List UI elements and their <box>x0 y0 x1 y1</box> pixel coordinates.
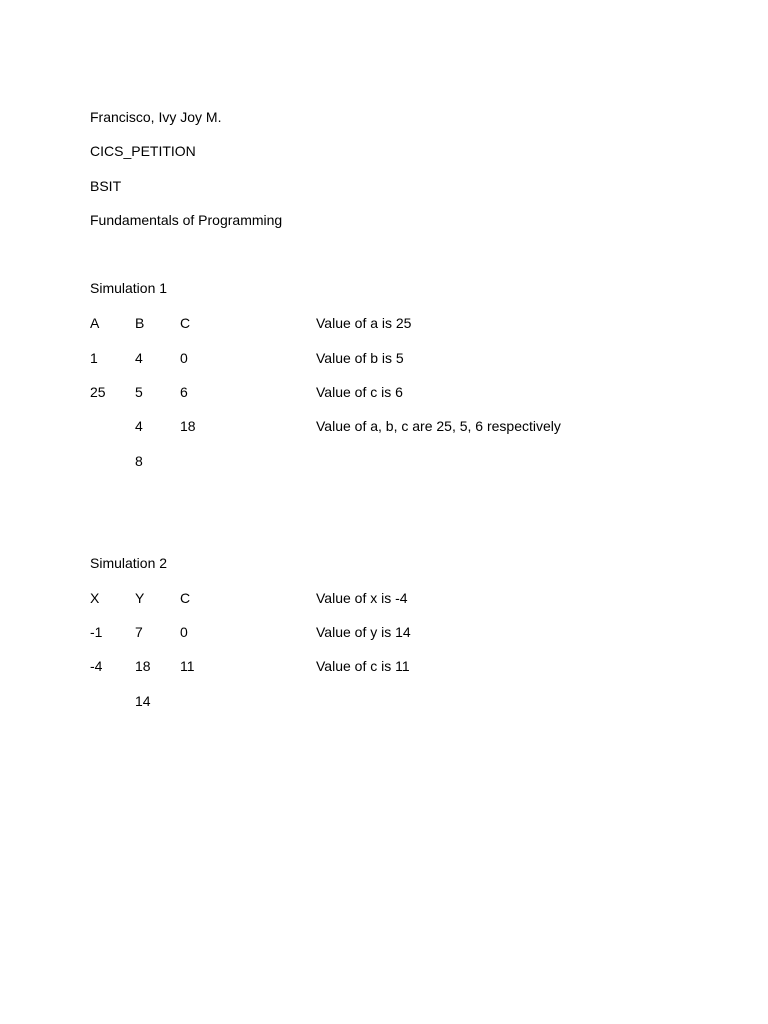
sim1-cell: 4 <box>135 418 143 434</box>
sim1-result: Value of a is 25 <box>316 315 412 331</box>
sim2-cell: 7 <box>135 624 143 640</box>
sim2-header-c: C <box>180 590 191 606</box>
sim1-cell: 5 <box>135 384 143 400</box>
sim1-cell: 18 <box>180 418 196 434</box>
sim1-header-c: C <box>180 315 191 331</box>
sim1-cell: 1 <box>90 350 98 366</box>
sim2-cell: 0 <box>180 624 188 640</box>
sim1-result: Value of a, b, c are 25, 5, 6 respectively <box>316 418 561 434</box>
sim2-cell: -4 <box>90 658 103 674</box>
sim1-cell: 6 <box>180 384 188 400</box>
section-name: CICS_PETITION <box>90 143 196 159</box>
sim1-header-a: A <box>90 315 100 331</box>
sim2-result: Value of x is -4 <box>316 590 408 606</box>
sim2-cell: 14 <box>135 693 151 709</box>
sim1-header-b: B <box>135 315 145 331</box>
sim2-cell: -1 <box>90 624 103 640</box>
simulation-2-title: Simulation 2 <box>90 555 168 571</box>
sim1-cell: 25 <box>90 384 106 400</box>
course-name: Fundamentals of Programming <box>90 212 283 228</box>
sim2-header-y: Y <box>135 590 145 606</box>
sim1-result: Value of b is 5 <box>316 350 404 366</box>
sim1-result: Value of c is 6 <box>316 384 403 400</box>
sim2-cell: 11 <box>180 658 195 674</box>
program-name: BSIT <box>90 178 122 194</box>
sim2-result: Value of c is 11 <box>316 658 410 674</box>
simulation-1-title: Simulation 1 <box>90 280 168 296</box>
sim1-cell: 8 <box>135 453 143 469</box>
sim2-result: Value of y is 14 <box>316 624 411 640</box>
sim2-header-x: X <box>90 590 100 606</box>
sim2-cell: 18 <box>135 658 151 674</box>
sim1-cell: 0 <box>180 350 188 366</box>
sim1-cell: 4 <box>135 350 143 366</box>
student-name: Francisco, Ivy Joy M. <box>90 109 222 125</box>
